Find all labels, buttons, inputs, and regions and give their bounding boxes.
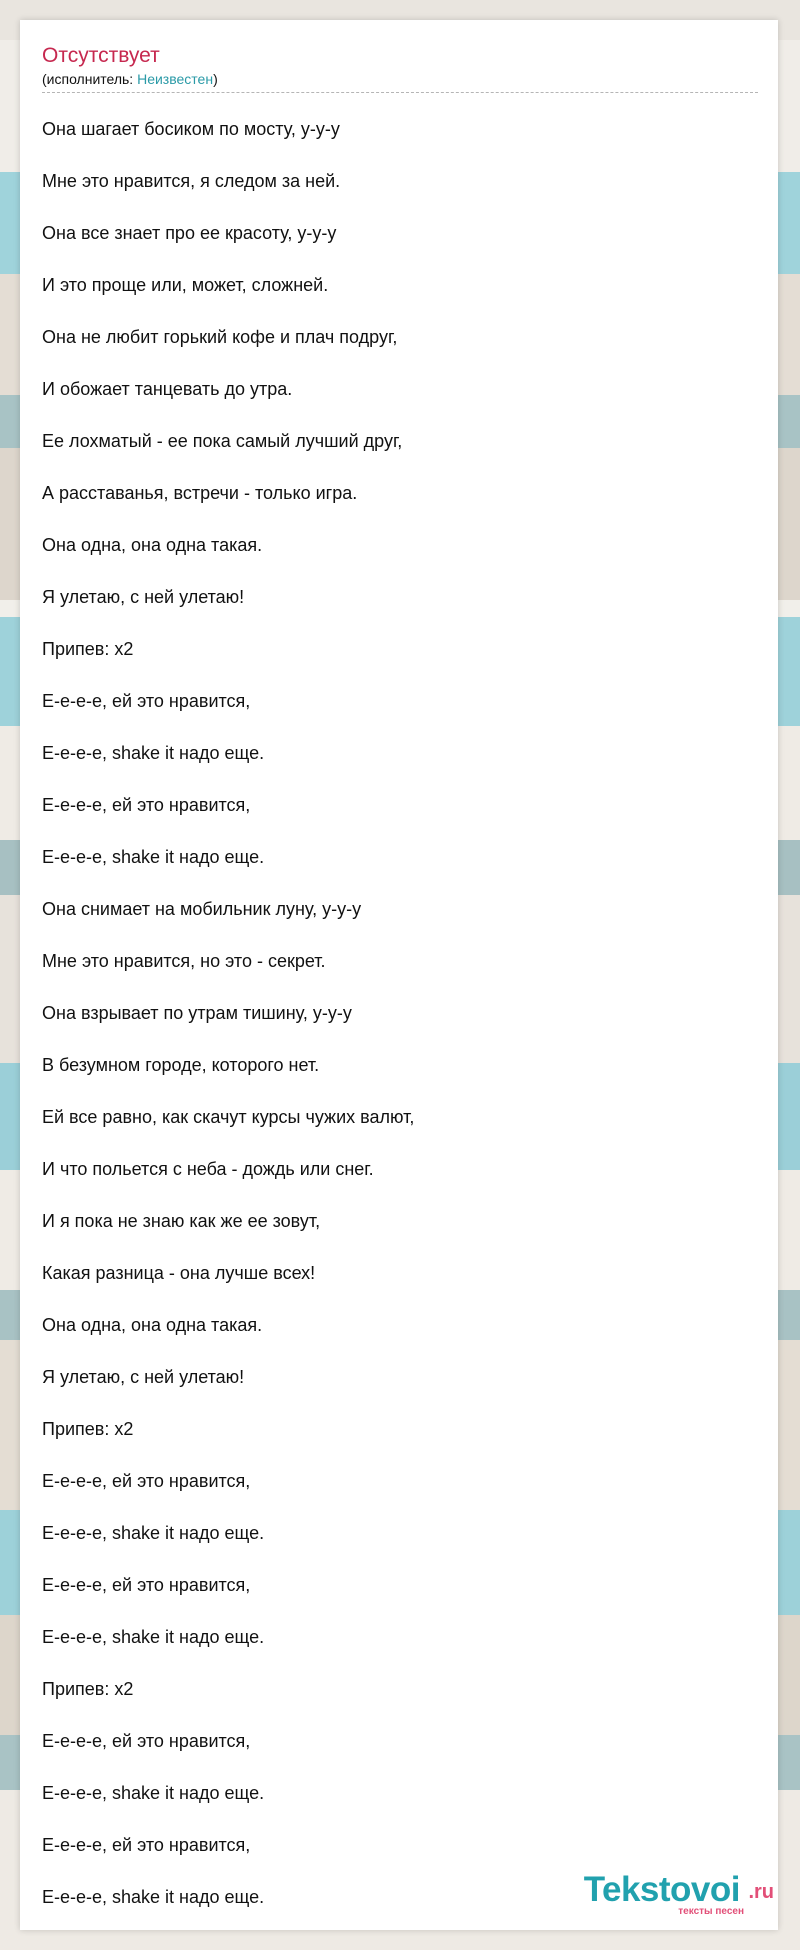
lyric-line: В безумном городе, которого нет. <box>42 1055 320 1075</box>
lyric-line: Е-е-е-е, shake it надо еще. <box>42 1887 265 1907</box>
lyric-line: Припев: x2 <box>42 1419 134 1439</box>
site-logo[interactable] <box>568 1870 774 1918</box>
lyric-line: Я улетаю, с ней улетаю! <box>42 1367 245 1387</box>
lyric-line: Мне это нравится, но это - секрет. <box>42 951 326 971</box>
lyric-line: И что польется с неба - дождь или снег. <box>42 1159 374 1179</box>
lyric-line: Какая разница - она лучше всех! <box>42 1263 316 1283</box>
lyric-line: Ей все равно, как скачут курсы чужих валют, <box>42 1107 415 1127</box>
lyric-line: И обожает танцевать до утра. <box>42 379 293 399</box>
logo-tagline: тексты песен <box>678 1906 744 1917</box>
lyric-line: Е-е-е-е, ей это нравится, <box>42 1731 251 1751</box>
artist-suffix: ) <box>213 71 218 87</box>
lyrics-body <box>42 103 756 1923</box>
lyric-line: И это проще или, может, сложней. <box>42 275 329 295</box>
lyric-line: Е-е-е-е, ей это нравится, <box>42 1471 251 1491</box>
lyric-line: Е-е-е-е, shake it надо еще. <box>42 1627 265 1647</box>
lyric-line: Она одна, она одна такая. <box>42 535 263 555</box>
logo-tld: .ru <box>748 1881 774 1903</box>
lyric-line: Она снимает на мобильник луну, у-у-у <box>42 899 362 919</box>
lyric-line: Е-е-е-е, ей это нравится, <box>42 691 251 711</box>
lyric-line: Е-е-е-е, shake it надо еще. <box>42 847 265 867</box>
lyric-line: Припев: x2 <box>42 1679 134 1699</box>
lyric-line: А расставанья, встречи - только игра. <box>42 483 358 503</box>
logo-name: Tekstovoi <box>583 1870 740 1909</box>
lyric-line: Она не любит горький кофе и плач подруг, <box>42 327 398 347</box>
artist-line <box>42 70 758 93</box>
lyric-line: Е-е-е-е, shake it надо еще. <box>42 1523 265 1543</box>
lyric-line: Она одна, она одна такая. <box>42 1315 263 1335</box>
lyric-line: Е-е-е-е, ей это нравится, <box>42 795 251 815</box>
lyric-line: Она все знает про ее красоту, у-у-у <box>42 223 337 243</box>
lyric-line: И я пока не знаю как же ее зовут, <box>42 1211 321 1231</box>
lyric-line: Ее лохматый - ее пока самый лучший друг, <box>42 431 403 451</box>
lyric-line: Я улетаю, с ней улетаю! <box>42 587 245 607</box>
lyric-line: Припев: x2 <box>42 639 134 659</box>
song-title: Отсутствует <box>42 44 160 67</box>
lyric-line: Она взрывает по утрам тишину, у-у-у <box>42 1003 352 1023</box>
lyric-line: Е-е-е-е, ей это нравится, <box>42 1575 251 1595</box>
lyric-line: Она шагает босиком по мосту, у-у-у <box>42 119 340 139</box>
artist-link[interactable]: Неизвестен <box>137 71 214 87</box>
artist-prefix: (исполнитель: <box>42 71 138 87</box>
lyric-line: Мне это нравится, я следом за ней. <box>42 171 341 191</box>
lyric-line: Е-е-е-е, shake it надо еще. <box>42 1783 265 1803</box>
lyric-line: Е-е-е-е, ей это нравится, <box>42 1835 251 1855</box>
lyric-line: Е-е-е-е, shake it надо еще. <box>42 743 265 763</box>
lyrics-card <box>20 20 778 1930</box>
